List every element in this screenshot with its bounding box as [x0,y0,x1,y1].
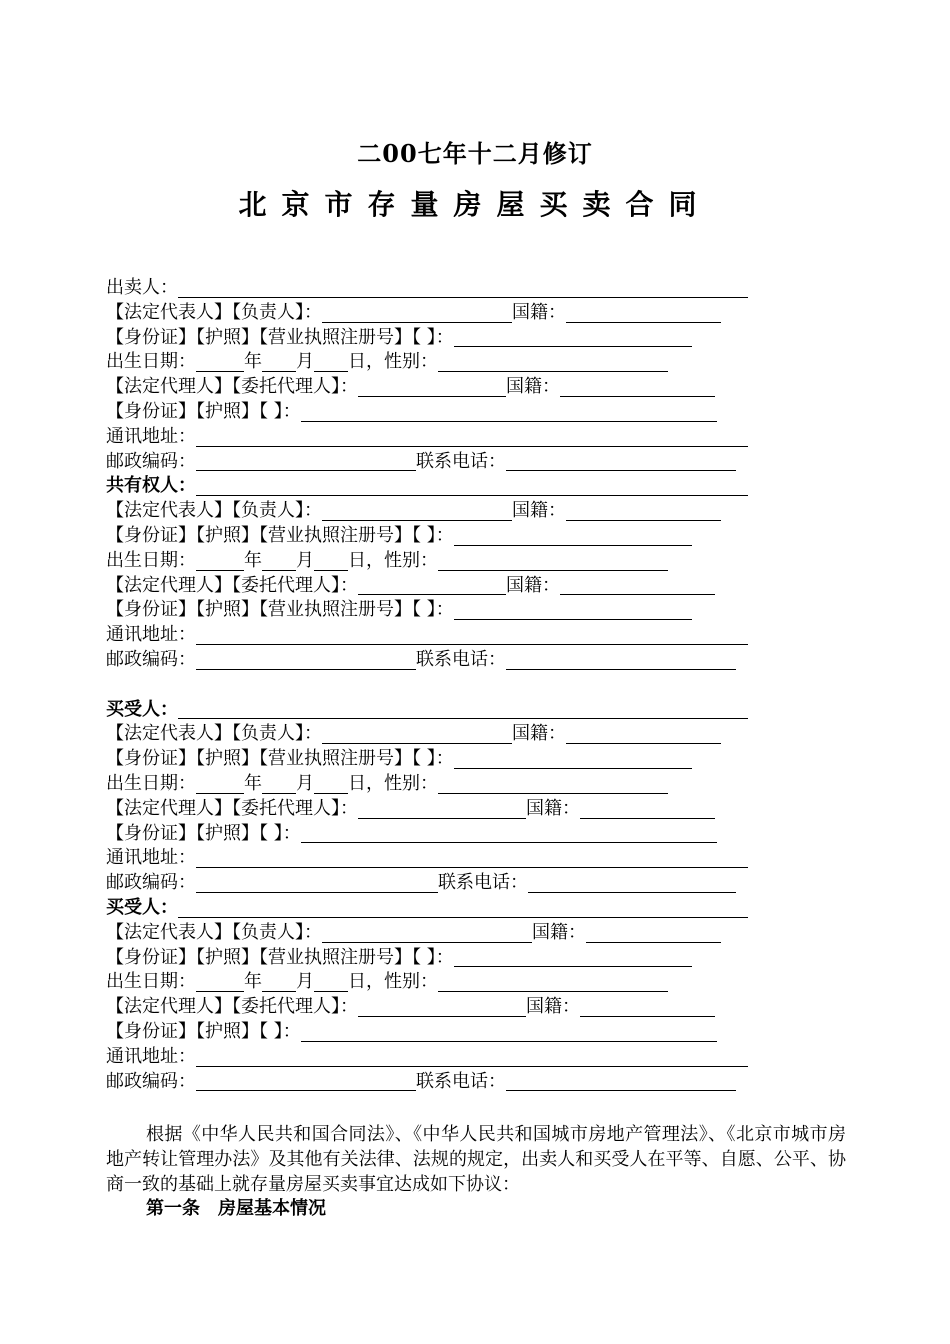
agent-field[interactable] [358,798,526,819]
birth-year-field[interactable] [196,971,244,992]
buyer-2-id-row [106,946,826,971]
address-field[interactable] [196,426,748,447]
co-owner-label: 共有权人： [106,475,196,497]
legal-rep-field[interactable] [322,922,532,943]
address-label: 通讯地址： [106,847,196,869]
agent-label: 【法定代理人】【委托代理人】： [106,797,358,819]
postcode-field[interactable] [196,872,438,893]
nationality-label: 国籍： [512,500,566,522]
id-field[interactable] [454,525,692,546]
birth-month-field[interactable] [262,351,296,372]
buyer-id-row [106,747,826,772]
id-field[interactable] [454,326,692,347]
seller-postcode-row [106,450,826,475]
phone-label: 联系电话： [416,450,506,472]
co-owner-postcode-row [106,648,826,673]
article-heading [146,1196,326,1221]
co-owner-address-row [106,623,826,648]
birth-month-field[interactable] [262,971,296,992]
id-field[interactable] [301,401,717,422]
gender-label: 日，性别： [348,971,438,993]
birth-month-field[interactable] [262,550,296,571]
id-field[interactable] [301,822,717,843]
phone-field[interactable] [506,649,736,670]
buyer-birth-row [106,772,826,797]
id-label: 【身份证】【护照】【 】： [106,400,301,422]
co-owner-agent-id-row [106,598,826,623]
seller-agent-row [106,375,826,400]
legal-rep-label: 【法定代表人】【负责人】： [106,921,322,943]
buyer-label: 买受人： [106,896,178,918]
article-title: 房屋基本情况 [218,1198,326,1219]
nationality-field[interactable] [580,996,715,1017]
buyer-label: 买受人： [106,698,178,720]
agent-field[interactable] [358,574,506,595]
postcode-label: 邮政编码： [106,648,196,670]
spacer [106,673,826,698]
id-label: 【身份证】【护照】【 】： [106,822,301,844]
address-field[interactable] [196,624,748,645]
nationality-label: 国籍： [512,301,566,323]
address-field[interactable] [196,847,748,868]
buyer-2-legal-rep-row [106,921,826,946]
legal-rep-label: 【法定代表人】【负责人】： [106,723,322,745]
buyer-2-address-row [106,1045,826,1070]
phone-field[interactable] [506,450,736,471]
co-owner-row [106,474,826,499]
party-form [106,276,826,1094]
co-owner-legal-rep-row [106,499,826,524]
gender-label: 日，性别： [348,772,438,794]
month-label: 月 [296,971,314,993]
birth-year-field[interactable] [196,773,244,794]
year-label: 年 [244,772,262,794]
buyer-legal-rep-row [106,722,826,747]
seller-row [106,276,826,301]
birth-date-label: 出生日期： [106,772,196,794]
legal-rep-label: 【法定代表人】【负责人】： [106,301,322,323]
agent-field[interactable] [358,376,506,397]
seller-address-row [106,425,826,450]
year-label: 年 [244,549,262,571]
birth-date-label: 出生日期： [106,549,196,571]
nationality-field[interactable] [560,376,715,397]
nationality-label: 国籍： [526,996,580,1018]
id-field[interactable] [454,946,692,967]
buyer-2-row [106,896,826,921]
id-label: 【身份证】【护照】【营业执照注册号】【 】： [106,748,454,770]
birth-date-label: 出生日期： [106,971,196,993]
postcode-label: 邮政编码： [106,450,196,472]
id-label: 【身份证】【护照】【 】： [106,1020,301,1042]
phone-label: 联系电话： [416,1070,506,1092]
postcode-label: 邮政编码： [106,1070,196,1092]
buyer-2-birth-row [106,970,826,995]
gender-field[interactable] [438,351,668,372]
postcode-field[interactable] [196,1070,416,1091]
gender-field[interactable] [438,550,668,571]
legal-rep-field[interactable] [322,723,512,744]
birth-day-field[interactable] [314,351,348,372]
seller-id-row [106,326,826,351]
id-label: 【身份证】【护照】【营业执照注册号】【 】： [106,946,454,968]
address-label: 通讯地址： [106,425,196,447]
legal-rep-field[interactable] [322,500,512,521]
nationality-label: 国籍： [506,376,560,398]
seller-agent-id-row [106,400,826,425]
buyer-2-agent-id-row [106,1020,826,1045]
id-field[interactable] [454,599,692,620]
postcode-field[interactable] [196,649,416,670]
nationality-label: 国籍： [506,574,560,596]
article-number: 第一条 [146,1198,200,1219]
preamble-paragraph [106,1122,846,1197]
buyer-agent-id-row [106,822,826,847]
seller-field[interactable] [178,277,748,298]
month-label: 月 [296,351,314,373]
agent-label: 【法定代理人】【委托代理人】： [106,574,358,596]
birth-day-field[interactable] [314,971,348,992]
gender-label: 日，性别： [348,351,438,373]
phone-label: 联系电话： [438,872,528,894]
legal-rep-label: 【法定代表人】【负责人】： [106,500,322,522]
month-label: 月 [296,772,314,794]
id-label: 【身份证】【护照】【营业执照注册号】【 】： [106,524,454,546]
nationality-field[interactable] [586,922,721,943]
birth-day-field[interactable] [314,773,348,794]
birth-day-field[interactable] [314,550,348,571]
buyer-postcode-row [106,871,826,896]
buyer-address-row [106,846,826,871]
id-label: 【身份证】【护照】【营业执照注册号】【 】： [106,326,454,348]
seller-legal-rep-row [106,301,826,326]
phone-field[interactable] [528,872,736,893]
birth-year-field[interactable] [196,351,244,372]
gender-label: 日，性别： [348,549,438,571]
gender-field[interactable] [438,971,668,992]
address-field[interactable] [196,1046,748,1067]
nationality-field[interactable] [560,574,715,595]
nationality-field[interactable] [566,723,721,744]
id-field[interactable] [301,1021,717,1042]
nationality-label: 国籍： [512,723,566,745]
gender-field[interactable] [438,773,668,794]
agent-field[interactable] [358,996,526,1017]
seller-birth-row [106,350,826,375]
nationality-label: 国籍： [532,921,586,943]
buyer-agent-row [106,797,826,822]
revision-date: 二00七年十二月修订 [357,139,593,168]
co-owner-agent-row [106,574,826,599]
address-label: 通讯地址： [106,1045,196,1067]
id-label: 【身份证】【护照】【营业执照注册号】【 】： [106,599,454,621]
co-owner-field[interactable] [196,475,748,496]
birth-date-label: 出生日期： [106,351,196,373]
address-label: 通讯地址： [106,624,196,646]
buyer-2-agent-row [106,995,826,1020]
phone-field[interactable] [506,1070,736,1091]
buyer-row [106,698,826,723]
nationality-label: 国籍： [526,797,580,819]
seller-label: 出卖人： [106,277,178,298]
nationality-field[interactable] [566,302,721,323]
birth-year-field[interactable] [196,550,244,571]
birth-month-field[interactable] [262,773,296,794]
id-field[interactable] [454,748,692,769]
buyer-2-postcode-row [106,1070,826,1095]
nationality-field[interactable] [566,500,721,521]
co-owner-birth-row [106,549,826,574]
legal-rep-field[interactable] [322,302,512,323]
agent-label: 【法定代理人】【委托代理人】： [106,376,358,398]
preamble-text: 根据《中华人民共和国合同法》、《中华人民共和国城市房地产管理法》、《北京市城市房地产转让管理办法》及其他有关法律、法规的规定，出卖人和买受人在平等、自愿、公平、协商一致的基础上就存量房屋买卖事宜达成如下协议： [106,1124,846,1195]
month-label: 月 [296,549,314,571]
nationality-field[interactable] [580,798,715,819]
year-label: 年 [244,351,262,373]
contract-title: 北京市存量房屋买卖合同 [238,188,712,221]
co-owner-id-row [106,524,826,549]
year-label: 年 [244,971,262,993]
buyer-field[interactable] [178,897,748,918]
agent-label: 【法定代理人】【委托代理人】： [106,996,358,1018]
postcode-field[interactable] [196,450,416,471]
phone-label: 联系电话： [416,648,506,670]
postcode-label: 邮政编码： [106,872,196,894]
buyer-field[interactable] [178,698,748,719]
